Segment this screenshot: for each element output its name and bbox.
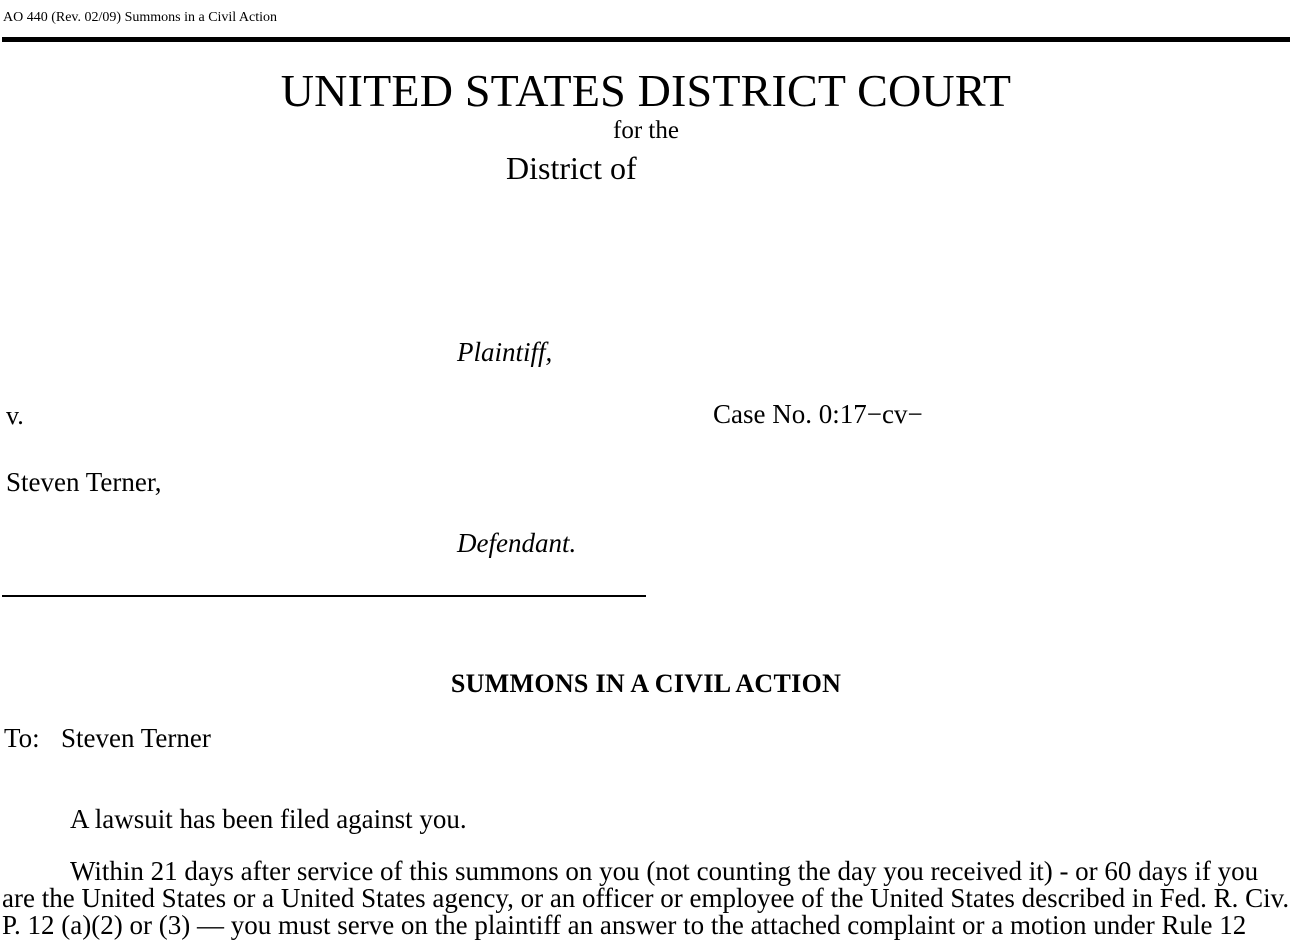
summons-paragraph-1: A lawsuit has been filed against you. <box>70 804 467 834</box>
court-for-the: for the <box>613 117 679 144</box>
recipient-name: Steven Terner <box>61 723 211 753</box>
summons-paragraph-2: Within 21 days after service of this summons on you (not counting the day you received it) - or 60 days if you are the United States or a United States agency, or an officer or employee of the United States described in Fed. R. Civ. P. 12 (a)(2) or (3) — you must serve on the plaintiff an answer to the attached complaint or a motion under Rule 12 <box>2 856 1290 940</box>
caption-divider <box>2 595 646 597</box>
defendant-role-label: Defendant. <box>457 528 577 558</box>
form-identifier: AO 440 (Rev. 02/09) Summons in a Civil Action <box>3 10 278 25</box>
versus-label: v. <box>6 401 24 430</box>
header-rule <box>2 37 1290 42</box>
court-title: UNITED STATES DISTRICT COURT <box>280 65 1012 116</box>
recipient-label: To: <box>4 723 40 753</box>
case-number: Case No. 0:17−cv− <box>713 399 923 429</box>
district-label: District of <box>506 150 637 186</box>
plaintiff-role-label: Plaintiff, <box>457 337 553 367</box>
defendant-name: Steven Terner, <box>6 467 162 497</box>
summons-title: SUMMONS IN A CIVIL ACTION <box>450 669 842 698</box>
